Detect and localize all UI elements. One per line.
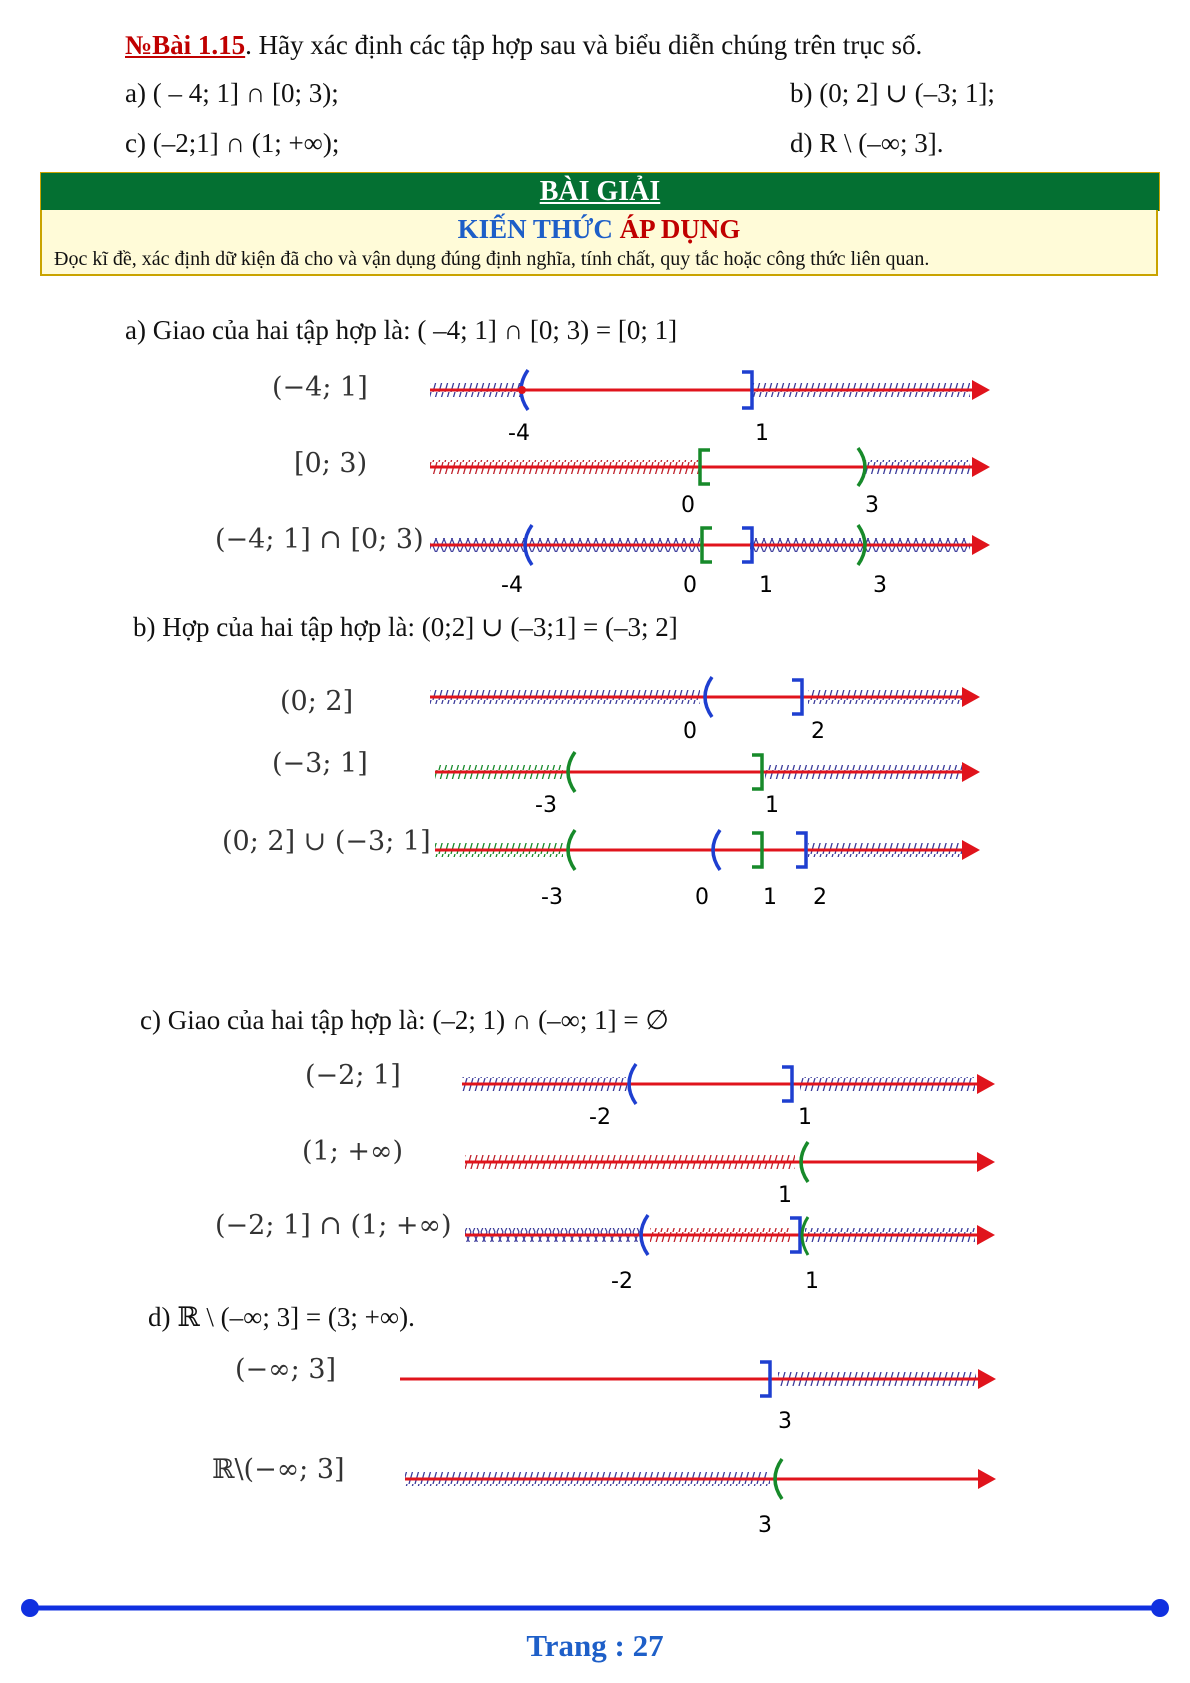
set-label-d1: (−∞; 3] [235, 1354, 337, 1385]
set-label-d2: ℝ\(−∞; 3] [212, 1454, 345, 1485]
footer-dot-right [1151, 1599, 1169, 1617]
problem-statement: . Hãy xác định các tập hợp sau và biểu diễn chúng trên trục số. [245, 30, 923, 60]
solution-a: a) Giao của hai tập hợp là: ( –4; 1] ∩ [0; 3) = [0; 1] [125, 315, 678, 345]
number-line-c1 [462, 1064, 995, 1130]
number-line-d1 [400, 1362, 996, 1434]
tick-label: 3 [873, 573, 887, 598]
page-number: Trang : 27 [526, 1628, 664, 1663]
axis-arrow [977, 1074, 995, 1094]
tick-label: 1 [798, 1105, 812, 1130]
tick-label: 0 [683, 719, 697, 744]
set-label-c1: (−2; 1] [305, 1060, 401, 1091]
tick-label: 1 [778, 1183, 792, 1208]
set-label-c2: (1; +∞) [302, 1136, 404, 1167]
solution-c: c) Giao của hai tập hợp là: (–2; 1) ∩ (–∞; 1] = ∅ [140, 1005, 669, 1035]
set-label-c3: (−2; 1] ∩ (1; +∞) [215, 1210, 452, 1241]
tick-label: 1 [755, 421, 769, 446]
footer-rule [21, 1599, 1169, 1617]
axis-arrow [972, 535, 990, 555]
axis-arrow [962, 762, 980, 782]
number-line-c2 [465, 1142, 995, 1208]
tick-label: 3 [865, 493, 879, 518]
tick-label: -2 [611, 1269, 633, 1294]
problem-part-c: c) (–2;1] ∩ (1; +∞); [125, 128, 340, 158]
axis-arrow [978, 1369, 996, 1389]
tick-label: 3 [778, 1409, 792, 1434]
tick-label: 0 [695, 885, 709, 910]
problem-part-d: d) R \ (–∞; 3]. [790, 128, 944, 158]
axis-arrow [972, 380, 990, 400]
tick-label: -3 [541, 885, 563, 910]
tick-label: 0 [681, 493, 695, 518]
solution-d: d) ℝ \ (–∞; 3] = (3; +∞). [148, 1302, 415, 1332]
knowledge-title-word2: ÁP DỤNG [619, 214, 741, 244]
number-line-b1 [430, 677, 980, 744]
axis-arrow [978, 1469, 996, 1489]
axis-arrow [972, 457, 990, 477]
solution-b: b) Hợp của hai tập hợp là: (0;2] ∪ (–3;1] = (–3; 2] [133, 612, 678, 642]
set-label-b3: (0; 2] ∪ (−3; 1] [222, 826, 431, 857]
problem-part-b: b) (0; 2] ∪ (–3; 1]; [790, 78, 995, 108]
knowledge-text: Đọc kĩ đề, xác định dữ kiện đã cho và vận dụng đúng định nghĩa, tính chất, quy tắc hoặc công thức liên quan. [54, 248, 930, 270]
tick-label: -4 [508, 421, 530, 446]
problem-part-a: a) ( – 4; 1] ∩ [0; 3); [125, 78, 339, 108]
axis-arrow [977, 1152, 995, 1172]
tick-label: 1 [805, 1269, 819, 1294]
problem-number: №Bài 1.15 [125, 30, 246, 60]
tick-label: 0 [683, 573, 697, 598]
number-line-d2 [405, 1459, 996, 1538]
axis-arrow [962, 840, 980, 860]
set-label-a2: [0; 3) [294, 448, 368, 479]
point-marker [518, 386, 526, 394]
set-label-a1: (−4; 1] [272, 372, 368, 403]
tick-label: 1 [763, 885, 777, 910]
number-line-a2 [430, 448, 990, 518]
axis-arrow [962, 687, 980, 707]
footer-dot-left [21, 1599, 39, 1617]
tick-label: 3 [758, 1513, 772, 1538]
number-line-a1 [430, 370, 990, 446]
tick-label: -2 [589, 1105, 611, 1130]
set-label-b2: (−3; 1] [272, 748, 368, 779]
set-label-b1: (0; 2] [280, 686, 354, 717]
number-line-a3 [430, 525, 990, 598]
solution-title: BÀI GIẢI [539, 176, 661, 207]
tick-label: 2 [811, 719, 825, 744]
number-line-b3 [435, 830, 980, 910]
number-line-b2 [435, 752, 980, 818]
tick-label: 1 [765, 793, 779, 818]
axis-arrow [977, 1225, 995, 1245]
tick-label: -4 [501, 573, 523, 598]
tick-label: -3 [535, 793, 557, 818]
number-line-c3 [465, 1215, 995, 1294]
tick-label: 2 [813, 885, 827, 910]
knowledge-title-word1: KIẾN THỨC [457, 214, 613, 244]
tick-label: 1 [759, 573, 773, 598]
set-label-a3: (−4; 1] ∩ [0; 3) [215, 524, 424, 555]
